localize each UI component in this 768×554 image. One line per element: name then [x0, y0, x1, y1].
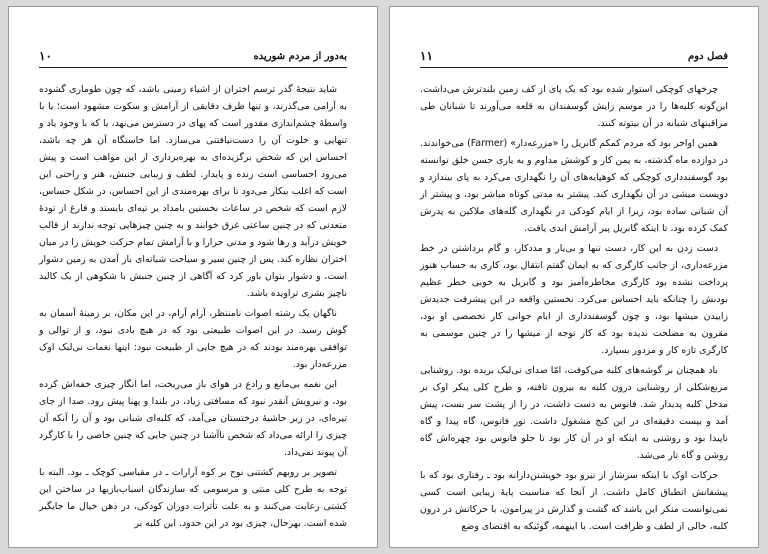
right-page-number: ۱۱	[420, 49, 433, 63]
paragraph: شاید نتیجهٔ گذر ترسم اختران از اشیاء زمینی باشد، که چون طوماری گشوده به آرامی می‌گذرند، و تنها ظرف دقایقی از آرامش و سکوت مشهود است؛ یا با واسطهٔ چشم‌اندازی مقدور است که پهای در دسترس می‌نهد، یا که با وجود یاد و تنهایی و خلوت آن را دست‌نیافتنی می‌سازد. اما خاستگاه آن هر چه باشد، احساس این که شخص برگزیده‌ای به بهره‌برداری از این مواهب است و پیش می‌رود احساسی است زنده و پایدار. لطف و زیبایی جنبش، هنر و راحتی این است که اغلب بیکار می‌دود تا برای بهره‌مندی از این احساس، در شکل حساس، لازم است که شخص در ساعات نخستین بامداد بر تپه‌ای بایستد و فارغ از تودهٔ متعدنی که در چنین ساعتی غرق خوابند و به چنین چیزهایی توجه ندارند از قالب خویش درآید و رها شود و مدنی حرارا و با آرامش تمام حرکت خویش را در میان اختران نظاره کند. پس از چنین سیر و سیاحت شبانه‌ای باز آمدن به زمین دشوار است، و دشوار بتوان باور کرد که آگاهی از چنین جنبش با شکوهی از یک کالبد ناچیز بشری تراویده باشد.	[39, 84, 347, 299]
left-running-title: به‌دور از مردم شوریده	[253, 51, 347, 62]
left-page-body	[39, 81, 347, 531]
paragraph: چرخهای کوچکی استوار شده بود که یک پای از کف زمین بلندترش می‌داشت. این‌گونه کلبه‌ها را در موسم زایش گوسفندان به قلعه می‌آورند تا شبانان طی مراقبتهای شبانه در آن بیتوته کنند.	[420, 84, 728, 129]
paragraph: دست زدن به این کار، دست تنها و بی‌یار و مددکار، و گام برداشتن در خط مزرعه‌داری، از جانب کارگری که به ایمان گفتم انتقال بود، کاری به حساب هنوز پرداخت نشده بود کارگری مخاطره‌آمیز بود و گابریل به خوبی خطر عظیم بودنش را چنانکه باید احساس می‌کرد. نخستین واقعه در این پیشرفت جدیدش زاییدن میشها بود، و چون گوسفندداری از ایام جوانی کار تخصصی او بود، مقرون به مصلحت ندیده بود که کار توجه از میشها را در چنین موسمی به کارگری تازه کار و مزدور بسپارد.	[420, 243, 728, 356]
left-page-header	[39, 45, 347, 68]
left-page	[8, 6, 378, 548]
paragraph: همین اواخر بود که مردم کمکم گابریل را «مزرعه‌دار» (Farmer) می‌خواندند. در دوازده ماه گذشته، به یمن کار و کوشش مداوم و به یاری حسن خلق توانسته بود گوسفندداری کوچکی که کوهپایه‌های آن را نگهداری می‌کرد به پای بیندازد و دویست میشی در آن نگهداری کند. پیشتر به مدتی کوتاه مباشر بود، و پیشتر از آن شبانی ساده بود، زیرا از ایام کودکی در نگهداری گله‌های ملاکین به پدرش کمک کرده بود، تا اینکه گابریل پیر آرامش ابدی یافت.	[420, 138, 728, 234]
paragraph: تصویر بر روبهم کشتنی نوح بر کوه آرارات ـ در مقیاسی کوچک ـ بود. البته با توجه به طرح کلی منتی و مرسومی که سازندگان اسباب‌بازیها در ساختن این کشتی رعایت می‌کنند و به علت تأثرات دوران کودکی، در ذهن خیال ما جایگیر شده است. بهرحال، چیزی بود در این حدود. این کلبه بر	[39, 467, 347, 529]
paragraph: ناگهان یک رشته اصوات نامنتظر، آرام آرام، در این مکان، بر زمینهٔ آسمان به گوش رسید. در این اصوات طبیعتی بود که در هیچ بادی نبود، و از توالی و توافقی بهره‌مند بودند که در هیچ جایی از طبیعت نبود: اینها نغمات نی‌لبک اوک مزرعه‌دار بود.	[39, 308, 347, 370]
right-running-title: فصل دوم	[688, 51, 728, 62]
paragraph: حرکات اوک با اینکه سرشار از نیرو بود خویشتن‌دارانه بود ـ رفتاری بود که با پیشفانش انطباق کامل داشت. از آنجا که مناسبت پایهٔ زیبایی است کسی نمی‌توانست منکر این باشد که گشت و گذارش در پیرامون، با حرکاتش در درون کلبه، خالی از لطف و ظرافت است. با اینهمه، گوئیکه به اقتضای وضع	[420, 470, 728, 532]
right-page-header	[420, 45, 728, 68]
paragraph: این نغمه بی‌مانع و رادع در هوای باز می‌ریخت، اما انگار چیزی خفه‌اش کرده بود، و نیرویش آنقدر نبود که مسافتی زیاد، در بلندا و پهنا پیش رود. صدا از جای تیره‌ای، در زیر حاشیهٔ درختستان می‌آمد، که کلبه‌ای شبانی بود و آن را آنکه آن چیزی را ارائه می‌داد که شخص ناآشنا در چنین جایی که چنین خاصی را با کارگرد آن پیوند نمی‌داد.	[39, 379, 347, 458]
right-page-body	[420, 81, 728, 531]
paragraph: باد همچنان بر گوشه‌های کلبه می‌کوفت، امّا صدای نی‌لبک بریده بود. روشنایی مربع‌شکلی از روشنایی درون کلبه به بیرون تافته، و طرح کلی پیکر اوک بر مدخل کلبه پدیدار شد. فانوس به دست داشت، در را از پشت سر بست، پیش آمد و بیست دقیقه‌ای در این کنج مشغول داشت. نور فانوس، گاه پیدا و گاه ناپیدا بود و روشنی به اینکه او در آن کار بود تا جلو فانوس بود چهره‌اش گاه روشن و گاه تار می‌شد.	[420, 365, 728, 461]
left-page-number: ۱۰	[39, 49, 52, 63]
right-page	[389, 6, 759, 548]
